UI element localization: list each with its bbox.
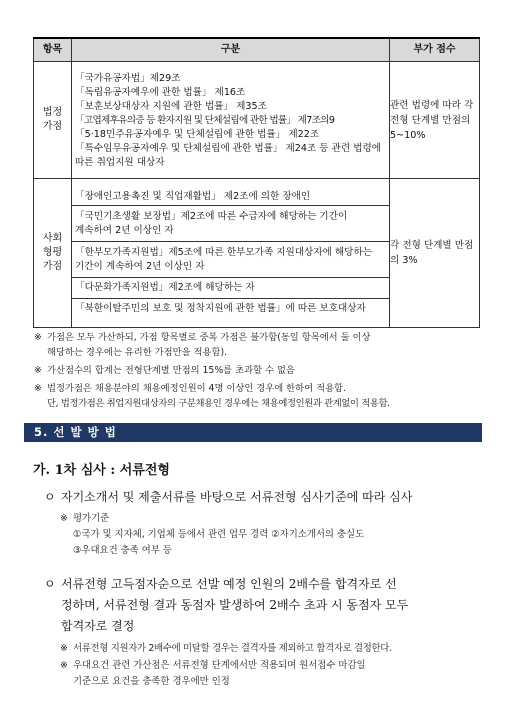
note: ※ 가산점수의 합계는 전형단계별 만점의 15%를 초과할 수 없음 (34, 365, 295, 376)
list-item: 「국민기초생활 보장법」제2조에 따른 수급자에 해당하는 기간이 계속하여 2년 이상인 자 (72, 206, 389, 242)
bonus-cell: 관련 법령에 따라 각 전형 단계별 만점의 5~10% (390, 62, 480, 179)
list-item: 「국가유공자법」제29조 (75, 72, 181, 84)
list-item: 「독립유공자예우에 관한 법률」 제16조 (75, 86, 246, 98)
category-cell: 사회 형평 가점 (34, 179, 72, 328)
list-item: 「한부모가족지원법」제5조에 따른 한부모가족 지원대상자에 해당하는 기간이 계속하여 2년 이상인 자 (72, 242, 389, 278)
note: ※ 가점은 모두 가산하되, 가점 항목별로 중복 가점은 불가함(동일 항목에서 둘 이상 해당하는 경우에는 유리한 가점만을 적용함). (34, 332, 371, 358)
header-category: 항목 (34, 38, 72, 62)
header-bonus: 부가 점수 (390, 38, 480, 62)
sub-note: ※ 우대요건 관련 가산점은 서류전형 단계에서만 적용되며 원서접수 마감일 기준으로 요건을 충족한 경우에만 인정 (60, 660, 366, 687)
bullet-item: ㅇ 서류전형 고득점자순으로 선발 예정 인원의 2배수를 합격자로 선 정하며, 서류전형 결과 동점자 발생하여 2배수 초과 시 동점자 모두 합격자로 결정 (44, 577, 409, 633)
list-item: 「장애인고용촉진 및 직업재활법」 제2조에 의한 장애인 (72, 188, 389, 206)
table-row-social (34, 179, 480, 328)
list-item: 「고엽제후유의증 등 환자지원 및 단체설립에 관한 법률」 제7조의9 (75, 114, 335, 126)
header-classification: 구분 (72, 38, 390, 62)
items-cell (72, 179, 390, 328)
items-cell (72, 62, 390, 179)
bonus-cell: 각 전형 단계별 만점의 3% (390, 179, 480, 328)
list-item: 「5·18민주유공자예우 및 단체설립에 관한 법률」 제22조 (75, 128, 320, 140)
list-item: 「특수임무유공자예우 및 단체설립에 관한 법률」 제24조 등 관련 법령에 따른 취업지원 대상자 (75, 142, 382, 168)
bonus-points-table (33, 37, 480, 328)
sub-note: ※ 서류전형 지원자가 2배수에 미달할 경우는 결격자를 제외하고 합격자로 결정한다. (60, 643, 392, 654)
subsection-title: 가. 1차 심사 : 서류전형 (33, 463, 170, 478)
list-item: 「다문화가족지원법」제2조에 해당하는 자 (72, 278, 389, 299)
category-cell: 법정 가점 (34, 62, 72, 179)
sub-note: ※ 평가기준 ①국가 및 지자체, 기업체 등에서 관련 업무 경력 ②자기소개서의 충실도 ③우대요건 충족 여부 등 (60, 513, 365, 556)
bullet-item: ㅇ 자기소개서 및 제출서류를 바탕으로 서류전형 심사기준에 따라 심사 (44, 490, 413, 504)
section-title: 5. 선 발 방 법 (24, 423, 482, 442)
note: ※ 법정가점은 채용분야의 채용예정인원이 4명 이상인 경우에 한하여 적용함. 단, 법정가점은 취업지원대상자의 구분채용인 경우에는 채용예정인원과 관계없이 적용함. (34, 383, 390, 409)
list-item: 「보훈보상대상자 지원에 관한 법률」 제35조 (75, 100, 267, 112)
list-item: 「북한이탈주민의 보호 및 정착지원에 관한 법률」에 따른 보호대상자 (75, 303, 366, 314)
table-row-statutory (34, 62, 480, 179)
